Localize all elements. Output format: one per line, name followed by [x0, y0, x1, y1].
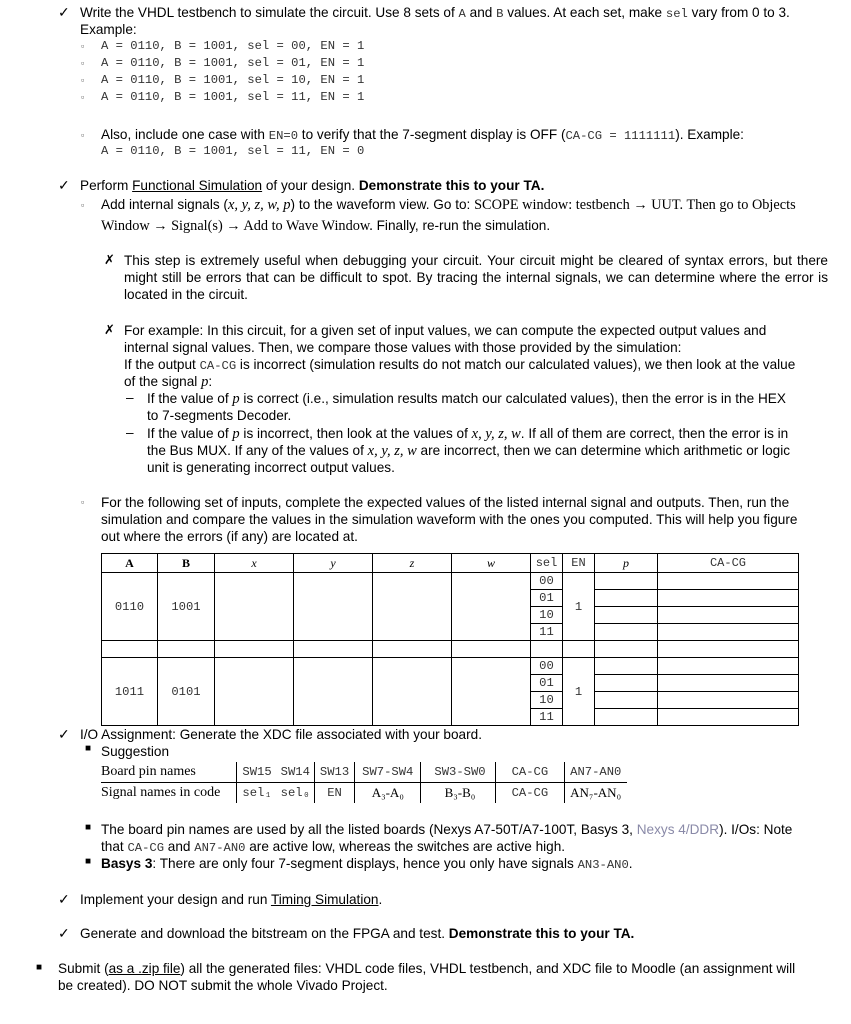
- expected-values-table: [101, 553, 799, 726]
- bullet-icon: ■: [85, 822, 92, 833]
- timing-sim-step: Implement your design and run Timing Simulation.: [80, 892, 383, 907]
- cell-b: 0101: [158, 658, 215, 726]
- spacer-cell: [531, 641, 563, 658]
- bullet-icon: ■: [36, 962, 43, 973]
- cell-p[interactable]: [595, 658, 658, 675]
- en-off-case: Also, include one case with EN=0 to verify that the 7-segment display is OFF (CA-CG = 1111111). Example:: [101, 127, 744, 143]
- cell-x[interactable]: [215, 573, 294, 641]
- signal-name-row: [101, 783, 627, 804]
- spacer-cell: [658, 641, 799, 658]
- timing-simulation-link[interactable]: Timing Simulation: [270, 892, 379, 907]
- cell-a: 0110: [102, 573, 158, 641]
- cell-ca-cg[interactable]: [658, 692, 799, 709]
- example-label: Example:: [80, 22, 137, 37]
- cell-x[interactable]: [215, 658, 294, 726]
- spacer-cell: [102, 641, 158, 658]
- case-p-correct: If the value of p is correct (i.e., simulation results match our calculated values), then the error is in the HEX: [147, 391, 786, 407]
- bullet-icon: ■: [85, 856, 92, 867]
- example-line: A = 0110, B = 1001, sel = 00, EN = 1: [101, 39, 365, 53]
- pencil-icon: ✗: [104, 252, 115, 267]
- example-note-l2: internal signal values. Then, we compare those values with those provided by the simulation:: [124, 340, 682, 355]
- pin-sw14: SW14: [275, 762, 315, 783]
- cell-a: 1011: [102, 658, 158, 726]
- cell-p[interactable]: [595, 607, 658, 624]
- add-signals-instruction: Add internal signals (x, y, z, w, p) to the waveform view. Go to: SCOPE window: testbench → UUT. Then go to Objects: [101, 197, 796, 213]
- checkmark-icon: ✓: [58, 726, 70, 742]
- board-pin-row: [101, 762, 627, 783]
- square-bullet-icon: ▫: [81, 200, 85, 210]
- cell-z[interactable]: [373, 658, 452, 726]
- table-instruction-l2: simulation and compare the values in the simulation waveform with the ones you computed. This will help you figure: [101, 512, 798, 527]
- square-bullet-icon: ▫: [81, 130, 85, 140]
- signal-b: B₃-B₀: [421, 783, 495, 804]
- spacer-cell: [595, 641, 658, 658]
- checkmark-icon: ✓: [58, 4, 70, 20]
- signal-a: A₃-A₀: [355, 783, 421, 804]
- example-note-l1: For example: In this circuit, for a given set of input values, we can compute the expected output values and: [124, 323, 767, 338]
- cell-p[interactable]: [595, 675, 658, 692]
- example-line: A = 0110, B = 1001, sel = 11, EN = 1: [101, 90, 365, 104]
- signal-an: AN₇-AN₀: [565, 783, 628, 804]
- example-note-l4: of the signal p:: [124, 374, 213, 390]
- cell-sel: 10: [531, 607, 563, 624]
- spacer-cell: [294, 641, 373, 658]
- en-off-example: A = 0110, B = 1001, sel = 11, EN = 0: [101, 144, 365, 158]
- cell-ca-cg[interactable]: [658, 658, 799, 675]
- spacer-cell: [158, 641, 215, 658]
- signal-name-label: Signal names in code: [101, 783, 237, 804]
- checkmark-icon: ✓: [58, 177, 70, 193]
- cell-ca-cg[interactable]: [658, 624, 799, 641]
- add-signals-instruction-cont: Window → Signal(s) → Add to Wave Window. Finally, re-run the simulation.: [101, 218, 551, 234]
- cell-ca-cg[interactable]: [658, 573, 799, 590]
- zip-file-link[interactable]: as a .zip file: [108, 961, 181, 976]
- case-p-incorrect-l3: unit is generating incorrect output values.: [147, 460, 395, 475]
- cell-w[interactable]: [452, 658, 531, 726]
- checkmark-icon: ✓: [58, 925, 70, 941]
- cell-sel: 11: [531, 709, 563, 726]
- testbench-instruction: Write the VHDL testbench to simulate the circuit. Use 8 sets of A and B values. At each set, make sel vary from 0 to 3.: [80, 5, 790, 21]
- suggestion-label: Suggestion: [101, 744, 170, 759]
- cell-b: 1001: [158, 573, 215, 641]
- cell-en: 1: [563, 573, 595, 641]
- pin-sw7-sw4: SW7-SW4: [355, 762, 421, 783]
- table-row: [102, 658, 799, 675]
- cell-ca-cg[interactable]: [658, 709, 799, 726]
- submit-instruction-l2: be created). DO NOT submit the whole Vivado Project.: [58, 978, 388, 993]
- header-p: p: [595, 554, 658, 573]
- header-w: w: [452, 554, 531, 573]
- table-row: [102, 573, 799, 590]
- pin-assignment-table: [101, 762, 627, 803]
- example-note-l3: If the output CA-CG is incorrect (simulation results do not match our calculated values), we then look at the value: [124, 357, 796, 373]
- square-bullet-icon: ▫: [81, 58, 85, 68]
- signal-sel1: sel₁: [237, 783, 275, 804]
- header-ca-cg: CA-CG: [658, 554, 799, 573]
- bullet-icon: ■: [85, 743, 92, 754]
- dash-bullet: –: [126, 390, 134, 405]
- cell-p[interactable]: [595, 573, 658, 590]
- table-instruction-l3: out where the errors (if any) are located at.: [101, 529, 358, 544]
- cell-p[interactable]: [595, 709, 658, 726]
- signal-en: EN: [314, 783, 354, 804]
- square-bullet-icon: ▫: [81, 41, 85, 51]
- example-line: A = 0110, B = 1001, sel = 10, EN = 1: [101, 73, 365, 87]
- pin-ca-cg: CA-CG: [495, 762, 565, 783]
- square-bullet-icon: ▫: [81, 92, 85, 102]
- table-header-row: [102, 554, 799, 573]
- table-instruction-l1: For the following set of inputs, complete the expected values of the listed internal signal and outputs. Then, run the: [101, 495, 790, 510]
- pin-sw13: SW13: [314, 762, 354, 783]
- pin-sw15: SW15: [242, 765, 272, 779]
- cell-y[interactable]: [294, 658, 373, 726]
- pencil-icon: ✗: [104, 322, 115, 337]
- cell-sel: 01: [531, 590, 563, 607]
- case-p-correct-cont: to 7-segments Decoder.: [147, 408, 292, 423]
- bitstream-step: Generate and download the bitstream on the FPGA and test. Demonstrate this to your TA.: [80, 926, 635, 941]
- header-b: B: [158, 554, 215, 573]
- square-bullet-icon: ▫: [81, 75, 85, 85]
- signal-ca-cg: CA-CG: [495, 783, 565, 804]
- cell-sel: 10: [531, 692, 563, 709]
- pin-sw3-sw0: SW3-SW0: [421, 762, 495, 783]
- cell-en: 1: [563, 658, 595, 726]
- spacer-cell: [373, 641, 452, 658]
- cell-ca-cg[interactable]: [658, 607, 799, 624]
- example-line: A = 0110, B = 1001, sel = 01, EN = 1: [101, 56, 365, 70]
- header-x: x: [215, 554, 294, 573]
- pin-an7-an0: AN7-AN0: [570, 765, 622, 779]
- dash-bullet: –: [126, 425, 134, 440]
- case-p-incorrect: If the value of p is incorrect, then look at the values of x, y, z, w. If all of them are correct, then the error is in: [147, 426, 789, 442]
- board-note-l1: The board pin names are used by all the listed boards (Nexys A7-50T/A7-100T, Basys 3, Nexys 4/DDR). I/Os: Note: [101, 822, 793, 837]
- spacer-cell: [452, 641, 531, 658]
- table-spacer-row: [102, 641, 799, 658]
- board-pin-label: Board pin names: [101, 762, 237, 783]
- signal-sel0: sel₀: [275, 783, 315, 804]
- header-z: z: [373, 554, 452, 573]
- cell-p[interactable]: [595, 624, 658, 641]
- basys-note: Basys 3: There are only four 7-segment displays, hence you only have signals AN3-AN0.: [101, 856, 633, 872]
- header-a: A: [102, 554, 158, 573]
- functional-sim-step: Perform Functional Simulation of your design. Demonstrate this to your TA.: [80, 178, 545, 193]
- case-p-incorrect-l2: the Bus MUX. If any of the values of x, y, z, w are incorrect, then we can determine which arithmetic or logic: [147, 443, 791, 459]
- cell-sel: 01: [531, 675, 563, 692]
- checkmark-icon: ✓: [58, 891, 70, 907]
- submit-instruction-l1: Submit (as a .zip file) all the generated files: VHDL code files, VHDL testbench, and XDC file to Moodle (an assignment will: [58, 961, 796, 976]
- cell-z[interactable]: [373, 573, 452, 641]
- cell-w[interactable]: [452, 573, 531, 641]
- spacer-cell: [563, 641, 595, 658]
- board-note-l2: that CA-CG and AN7-AN0 are active low, whereas the switches are active high.: [101, 839, 566, 855]
- cell-y[interactable]: [294, 573, 373, 641]
- cell-sel: 00: [531, 658, 563, 675]
- debug-note: This step is extremely useful when debugging your circuit. Your circuit might be cleared of syntax errors, but there might still be errors that can be difficult to spot. By tracing the internal signals, we can determine where the error is located in the circuit.: [124, 253, 828, 303]
- square-bullet-icon: ▫: [81, 497, 85, 507]
- header-y: y: [294, 554, 373, 573]
- cell-ca-cg[interactable]: [658, 590, 799, 607]
- header-en: EN: [563, 554, 595, 573]
- header-sel: sel: [531, 554, 563, 573]
- cell-ca-cg[interactable]: [658, 675, 799, 692]
- io-assignment-step: I/O Assignment: Generate the XDC file associated with your board.: [80, 727, 482, 742]
- cell-sel: 00: [531, 573, 563, 590]
- cell-p[interactable]: [595, 692, 658, 709]
- functional-simulation-link[interactable]: Functional Simulation: [132, 178, 263, 193]
- spacer-cell: [215, 641, 294, 658]
- cell-sel: 11: [531, 624, 563, 641]
- cell-p[interactable]: [595, 590, 658, 607]
